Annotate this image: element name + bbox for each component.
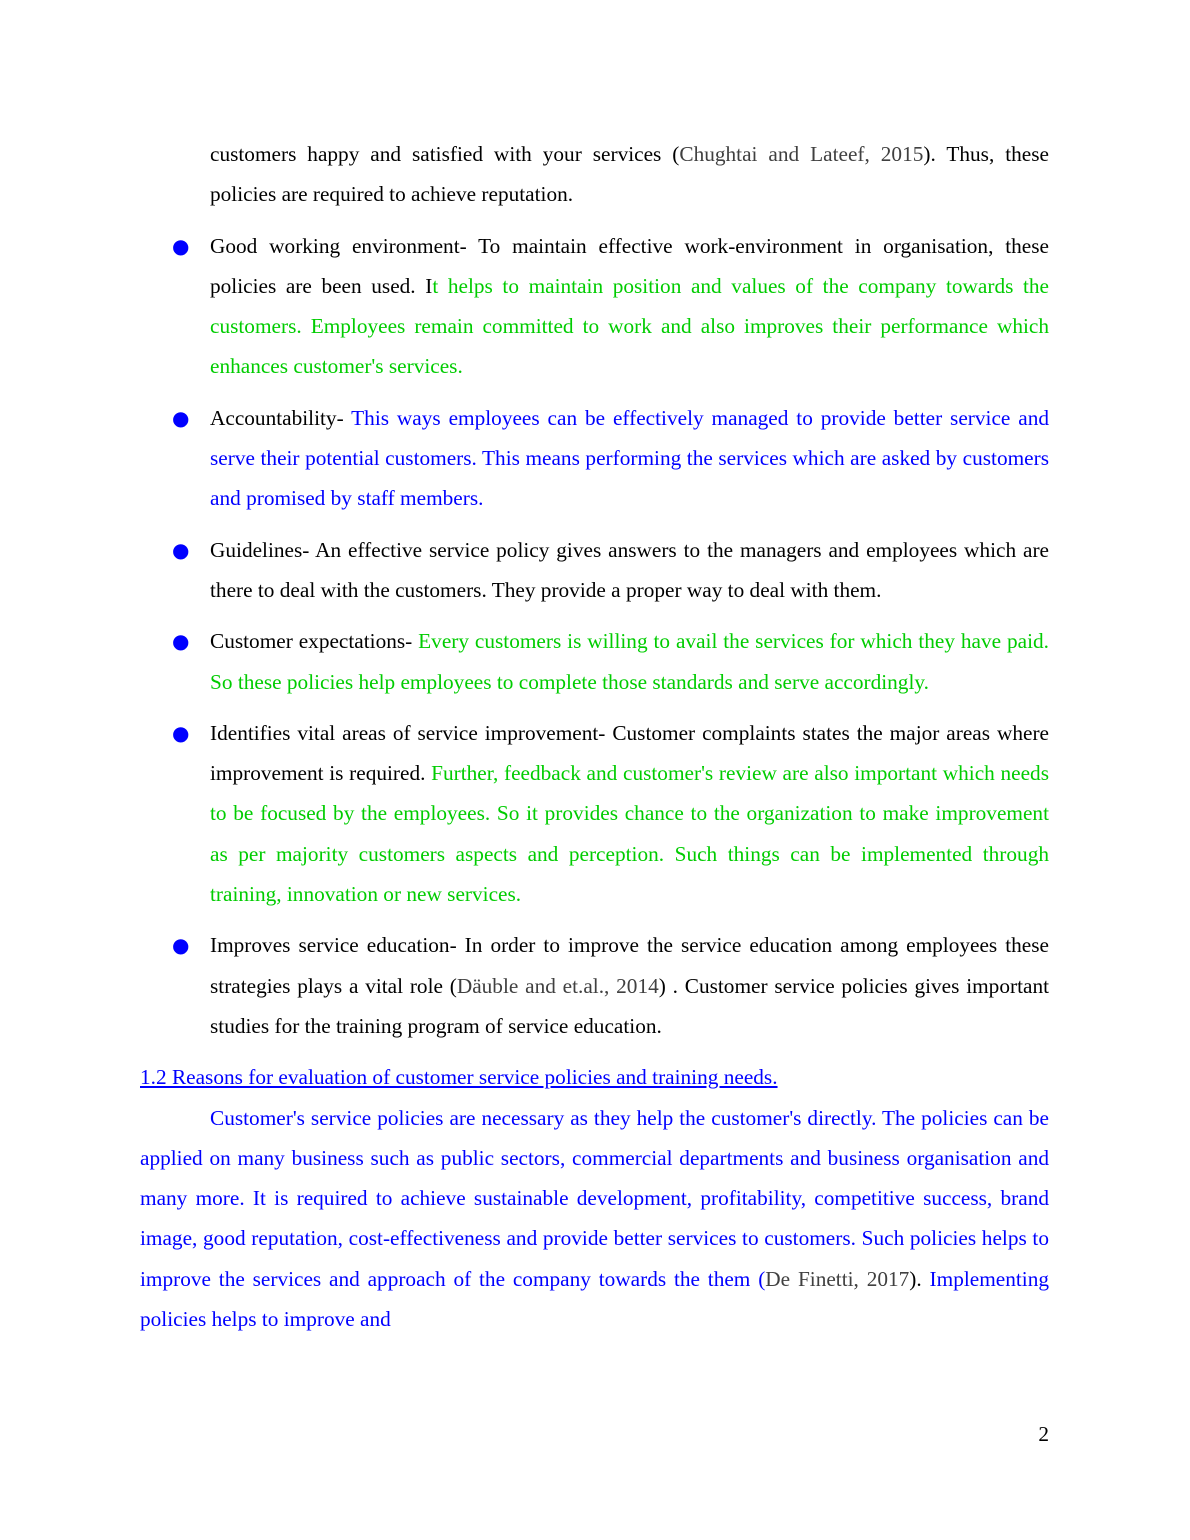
bullet-text [210,226,1049,387]
intro-text-start: customers happy and satisfied with your services ( [210,142,680,166]
bullet-item-guidelines [140,530,1049,611]
section-heading: 1.2 Reasons for evaluation of customer service policies and training needs. [140,1065,778,1090]
section-text-blue-end: Implementing policies helps to improve and [140,1266,1050,1332]
bullet-text-green: Further, feedback and customer's review are also important which needs to be focused by the employees. So it provides chance to the organization to make improvement as per majority customers aspects and perception. Such things can be implemented through training, innovation or new services. [210,761,1049,907]
bullet-icon: ● [172,537,190,562]
bullet-text-black: Improves service education- In order to improve the service education among employees these strategies plays a vital role ( [210,933,1049,998]
bullet-text-black: Accountability- [210,405,352,430]
section-text-black: ). [909,1266,922,1291]
section-text-blue: Customer's service policies are necessary as they help the customer's directly. The policies can be applied on many business such as public sectors, commercial departments and business organisation and many more. It is required to achieve sustainable development, profitability, competitive success, brand image, good reputation, cost-effectiveness and provide better services to customers. Such policies helps to improve the services and approach of the company towards the them ( [140,1105,1049,1291]
bullet-icon: ● [172,233,190,258]
bullet-icon: ● [172,405,190,430]
bullet-icon: ● [172,629,190,654]
bullet-item-accountability [140,398,1049,519]
bullet-text [210,621,1049,702]
intro-text-end: ). Thus, these policies are required to achieve reputation. [210,142,1049,207]
page-content [140,134,1049,1339]
bullet-text [210,713,1049,914]
bullet-text-black-end: ) . Customer service policies gives important studies for the training program of service education. [210,973,1050,1038]
bullet-text-green: t helps to maintain position and values of the company towards the customers. Employees remain committed to work and also improves their performance which enhances customer's services. [210,273,1049,379]
bullet-icon: ● [172,720,190,745]
intro-citation: Chughtai and Lateef, 2015 [679,142,924,166]
bullet-text-black: Customer expectations- [210,629,419,654]
bullet-citation: Däuble and et.al., 2014 [456,973,659,998]
bullet-text-black: Identifies vital areas of service improvement- Customer complaints states the major areas where improvement is required. [210,720,1049,786]
bullet-text-blue: This ways employees can be effectively managed to provide better service and serve their potential customers. This means performing the services which are asked by customers and promised by staff members. [210,405,1049,511]
bullet-item-customer-expectations [140,621,1049,702]
section-citation: De Finetti, 2017 [765,1266,910,1291]
intro-paragraph [140,134,1049,215]
bullet-text-black: Good working environment- To maintain effective work-environment in organisation, these policies are been used. I [210,233,1049,298]
bullet-text [210,398,1049,519]
bullet-item-service-education [140,925,1049,1046]
bullet-icon: ● [172,933,190,958]
section-paragraph [140,1098,1049,1340]
bullet-text [210,530,1049,611]
bullet-item-working-environment [140,226,1049,387]
bullet-item-vital-areas [140,713,1049,914]
bullet-text-black: Guidelines- An effective service policy gives answers to the managers and employees which are there to deal with the customers. They provide a proper way to deal with them. [210,537,1049,602]
bullet-text [210,925,1049,1046]
bullet-text-green: Every customers is willing to avail the services for which they have paid. So these policies help employees to complete those standards and serve accordingly. [210,629,1049,694]
page-number: 2 [1038,1422,1049,1446]
